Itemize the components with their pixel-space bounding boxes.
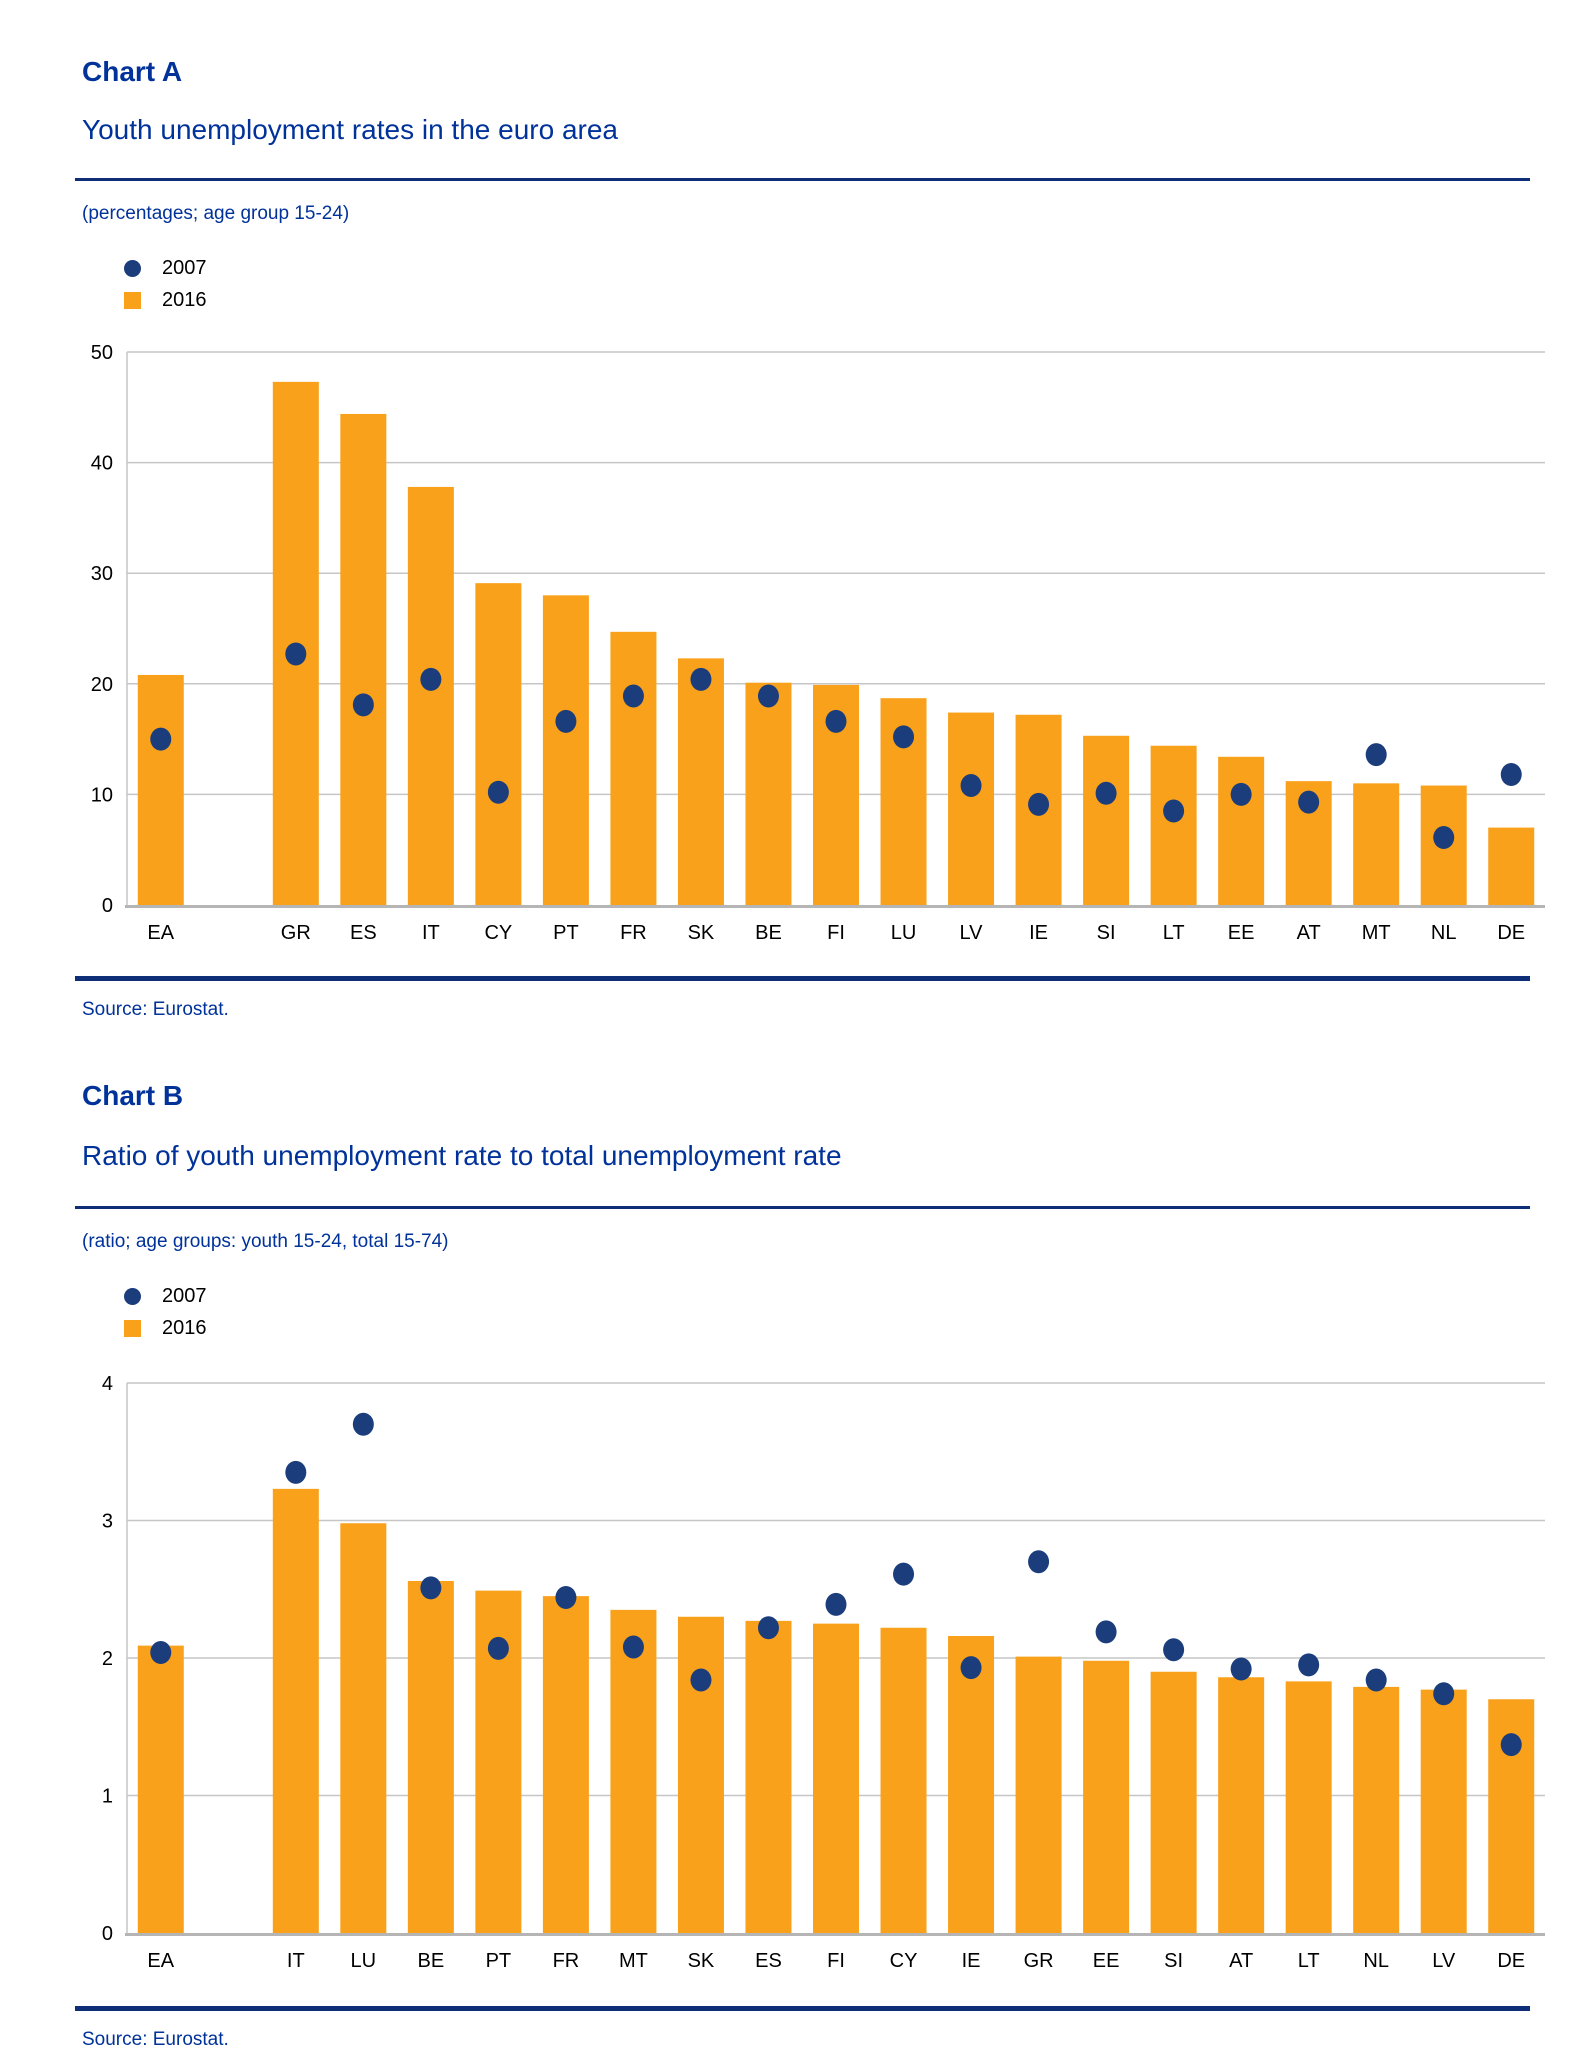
legend-2007-label: 2007 — [162, 1284, 207, 1307]
y-tick-label: 30 — [90, 563, 113, 586]
legend-2007-label: 2007 — [162, 256, 207, 279]
bar-2016-NL — [1353, 1687, 1399, 1933]
dot-2007-AT — [1298, 791, 1319, 814]
x-category-label-FI: FI — [827, 1950, 845, 1972]
bar-2016-BE — [408, 1581, 454, 1933]
dot-2007-BE — [420, 1576, 441, 1599]
legend-item-2007 — [124, 1280, 207, 1312]
x-category-label-SK: SK — [687, 922, 715, 944]
x-category-label-BE: BE — [417, 1950, 445, 1972]
dot-2007-IE — [1028, 793, 1049, 816]
legend-2016-square-icon — [124, 292, 141, 309]
dot-2007-LT — [1298, 1653, 1319, 1676]
x-category-label-SI: SI — [1164, 1950, 1184, 1972]
bar-2016-IT — [273, 1489, 319, 1933]
x-category-label-ES: ES — [755, 1950, 782, 1972]
x-category-label-AT: AT — [1296, 922, 1321, 944]
chart-a-units-note: (percentages; age group 15-24) — [82, 203, 350, 224]
y-tick-label: 1 — [101, 1785, 113, 1808]
chart-b-canvas — [63, 1360, 1545, 1992]
bar-2016-MT — [1353, 783, 1399, 905]
bar-2016-EA — [138, 675, 184, 905]
dot-2007-IE — [961, 1656, 982, 1679]
x-category-label-MT: MT — [1361, 922, 1391, 944]
x-category-label-LV: LV — [959, 922, 983, 944]
dot-2007-SI — [1163, 1638, 1184, 1661]
chart-a-source: Source: Eurostat. — [82, 999, 229, 1020]
dot-2007-EE — [1231, 783, 1252, 806]
y-tick-label: 0 — [101, 1923, 113, 1945]
dot-2007-LU — [353, 1413, 374, 1436]
bar-2016-LU — [340, 1523, 386, 1933]
x-category-label-PT: PT — [485, 1950, 512, 1972]
dot-2007-FI — [826, 710, 847, 733]
x-category-label-FR: FR — [620, 922, 647, 944]
bar-2016-SK — [678, 658, 724, 905]
bar-2016-DE — [1488, 828, 1534, 905]
dot-2007-CY — [488, 781, 509, 804]
dot-2007-PT — [488, 1637, 509, 1660]
bar-2016-FR — [543, 1596, 589, 1933]
x-category-label-LT: LT — [1162, 922, 1185, 944]
bar-2016-GR — [1016, 1657, 1062, 1933]
bar-2016-CY — [475, 583, 521, 905]
dot-2007-LV — [1433, 1682, 1454, 1705]
dot-2007-SK — [690, 668, 711, 691]
x-category-label-EA: EA — [147, 1950, 175, 1972]
chart-b-footer-rule — [75, 2006, 1530, 2011]
chart-b-subtitle: Ratio of youth unemployment rate to total unemployment rate — [82, 1140, 842, 1171]
x-category-label-NL: NL — [1363, 1950, 1389, 1972]
bar-2016-BE — [745, 683, 791, 905]
dot-2007-ES — [758, 1616, 779, 1639]
y-tick-label: 50 — [90, 342, 113, 364]
bar-2016-ES — [745, 1621, 791, 1933]
chart-b-source: Source: Eurostat. — [82, 2029, 229, 2050]
chart-a-canvas — [63, 330, 1545, 962]
bar-2016-SI — [1151, 1672, 1197, 1933]
x-category-label-GR: GR — [280, 922, 311, 944]
bar-2016-EE — [1218, 757, 1264, 905]
chart-b-header-rule — [75, 1206, 1530, 1209]
dot-2007-SI — [1096, 782, 1117, 805]
chart-a-header-rule — [75, 178, 1530, 181]
bar-2016-LV — [948, 713, 994, 905]
legend-item-2007 — [124, 252, 207, 284]
y-tick-label: 4 — [101, 1373, 113, 1395]
dot-2007-AT — [1231, 1658, 1252, 1681]
x-category-label-ES: ES — [349, 922, 377, 944]
x-category-label-CY: CY — [484, 922, 513, 944]
dot-2007-MT — [623, 1636, 644, 1659]
y-tick-label: 10 — [90, 784, 113, 807]
y-tick-label: 0 — [101, 895, 113, 917]
chart-b-title: Chart B — [82, 1080, 184, 1111]
x-category-label-EA: EA — [147, 922, 175, 944]
dot-2007-LU — [893, 725, 914, 748]
legend-2016-square-icon — [124, 1320, 141, 1337]
y-tick-label: 2 — [101, 1648, 113, 1670]
bar-2016-IE — [948, 1636, 994, 1933]
dot-2007-EA — [150, 1641, 171, 1664]
x-category-label-EE: EE — [1092, 1950, 1120, 1972]
x-category-label-LV: LV — [1432, 1950, 1456, 1972]
x-category-label-LU: LU — [350, 1950, 377, 1972]
dot-2007-GR — [1028, 1550, 1049, 1573]
legend-2016-label: 2016 — [162, 1316, 207, 1339]
x-category-label-LT: LT — [1297, 1950, 1320, 1972]
dot-2007-FR — [555, 1586, 576, 1609]
bar-2016-AT — [1218, 1677, 1264, 1933]
chart-b-units-note: (ratio; age groups: youth 15-24, total 15-74) — [82, 1231, 449, 1252]
x-category-label-EE: EE — [1227, 922, 1255, 944]
dot-2007-DE — [1501, 1733, 1522, 1756]
x-category-label-SI: SI — [1096, 922, 1116, 944]
x-category-label-PT: PT — [553, 922, 579, 944]
dot-2007-SK — [690, 1669, 711, 1692]
bar-2016-LV — [1421, 1690, 1467, 1933]
dot-2007-IT — [420, 668, 441, 691]
dot-2007-ES — [353, 693, 374, 716]
y-tick-label: 3 — [101, 1510, 113, 1533]
legend-item-2016 — [124, 1312, 207, 1344]
x-category-label-IE: IE — [961, 1950, 981, 1972]
dot-2007-MT — [1366, 743, 1387, 766]
dot-2007-CY — [893, 1563, 914, 1586]
dot-2007-NL — [1433, 826, 1454, 849]
x-category-label-DE: DE — [1497, 922, 1526, 944]
x-category-label-AT: AT — [1229, 1950, 1254, 1972]
dot-2007-FR — [623, 684, 644, 707]
legend-item-2016 — [124, 284, 207, 316]
dot-2007-PT — [555, 710, 576, 733]
dot-2007-EA — [150, 728, 171, 751]
chart-a-title: Chart A — [82, 56, 183, 87]
y-tick-label: 20 — [90, 673, 113, 696]
dot-2007-BE — [758, 684, 779, 707]
bar-2016-FI — [813, 1624, 859, 1933]
x-category-label-IT: IT — [286, 1950, 305, 1972]
x-category-label-DE: DE — [1497, 1950, 1526, 1972]
x-category-label-CY: CY — [889, 1950, 918, 1972]
bar-2016-LT — [1151, 746, 1197, 905]
x-category-label-NL: NL — [1430, 922, 1457, 944]
dot-2007-IT — [285, 1461, 306, 1484]
bar-2016-IT — [408, 487, 454, 905]
bar-2016-SK — [678, 1617, 724, 1933]
bar-2016-LT — [1286, 1681, 1332, 1933]
dot-2007-LT — [1163, 799, 1184, 822]
chart-b-legend — [124, 1280, 207, 1344]
x-category-label-FI: FI — [827, 922, 845, 944]
bar-2016-CY — [881, 1628, 927, 1933]
bar-2016-SI — [1083, 736, 1129, 905]
x-category-label-IT: IT — [421, 922, 440, 944]
bar-2016-ES — [340, 414, 386, 905]
x-category-label-GR: GR — [1023, 1950, 1054, 1972]
dot-2007-NL — [1366, 1669, 1387, 1692]
dot-2007-GR — [285, 642, 306, 665]
bar-2016-PT — [543, 595, 589, 905]
x-category-label-BE: BE — [755, 922, 782, 944]
x-category-label-LU: LU — [890, 922, 917, 944]
y-tick-label: 40 — [90, 452, 113, 475]
bar-2016-EE — [1083, 1661, 1129, 1933]
legend-2007-dot-icon — [124, 1288, 141, 1305]
legend-2007-dot-icon — [124, 260, 141, 277]
chart-a-subtitle: Youth unemployment rates in the euro area — [82, 114, 618, 145]
x-category-label-SK: SK — [687, 1950, 715, 1972]
chart-a-legend — [124, 252, 207, 316]
dot-2007-FI — [826, 1593, 847, 1616]
bar-2016-FR — [610, 632, 656, 905]
dot-2007-EE — [1096, 1620, 1117, 1643]
legend-2016-label: 2016 — [162, 288, 207, 311]
chart-a-footer-rule — [75, 976, 1530, 981]
dot-2007-LV — [961, 774, 982, 797]
x-category-label-FR: FR — [552, 1950, 580, 1972]
bar-2016-EA — [138, 1646, 184, 1933]
x-category-label-IE: IE — [1029, 922, 1049, 944]
x-category-label-MT: MT — [618, 1950, 648, 1972]
dot-2007-DE — [1501, 763, 1522, 786]
